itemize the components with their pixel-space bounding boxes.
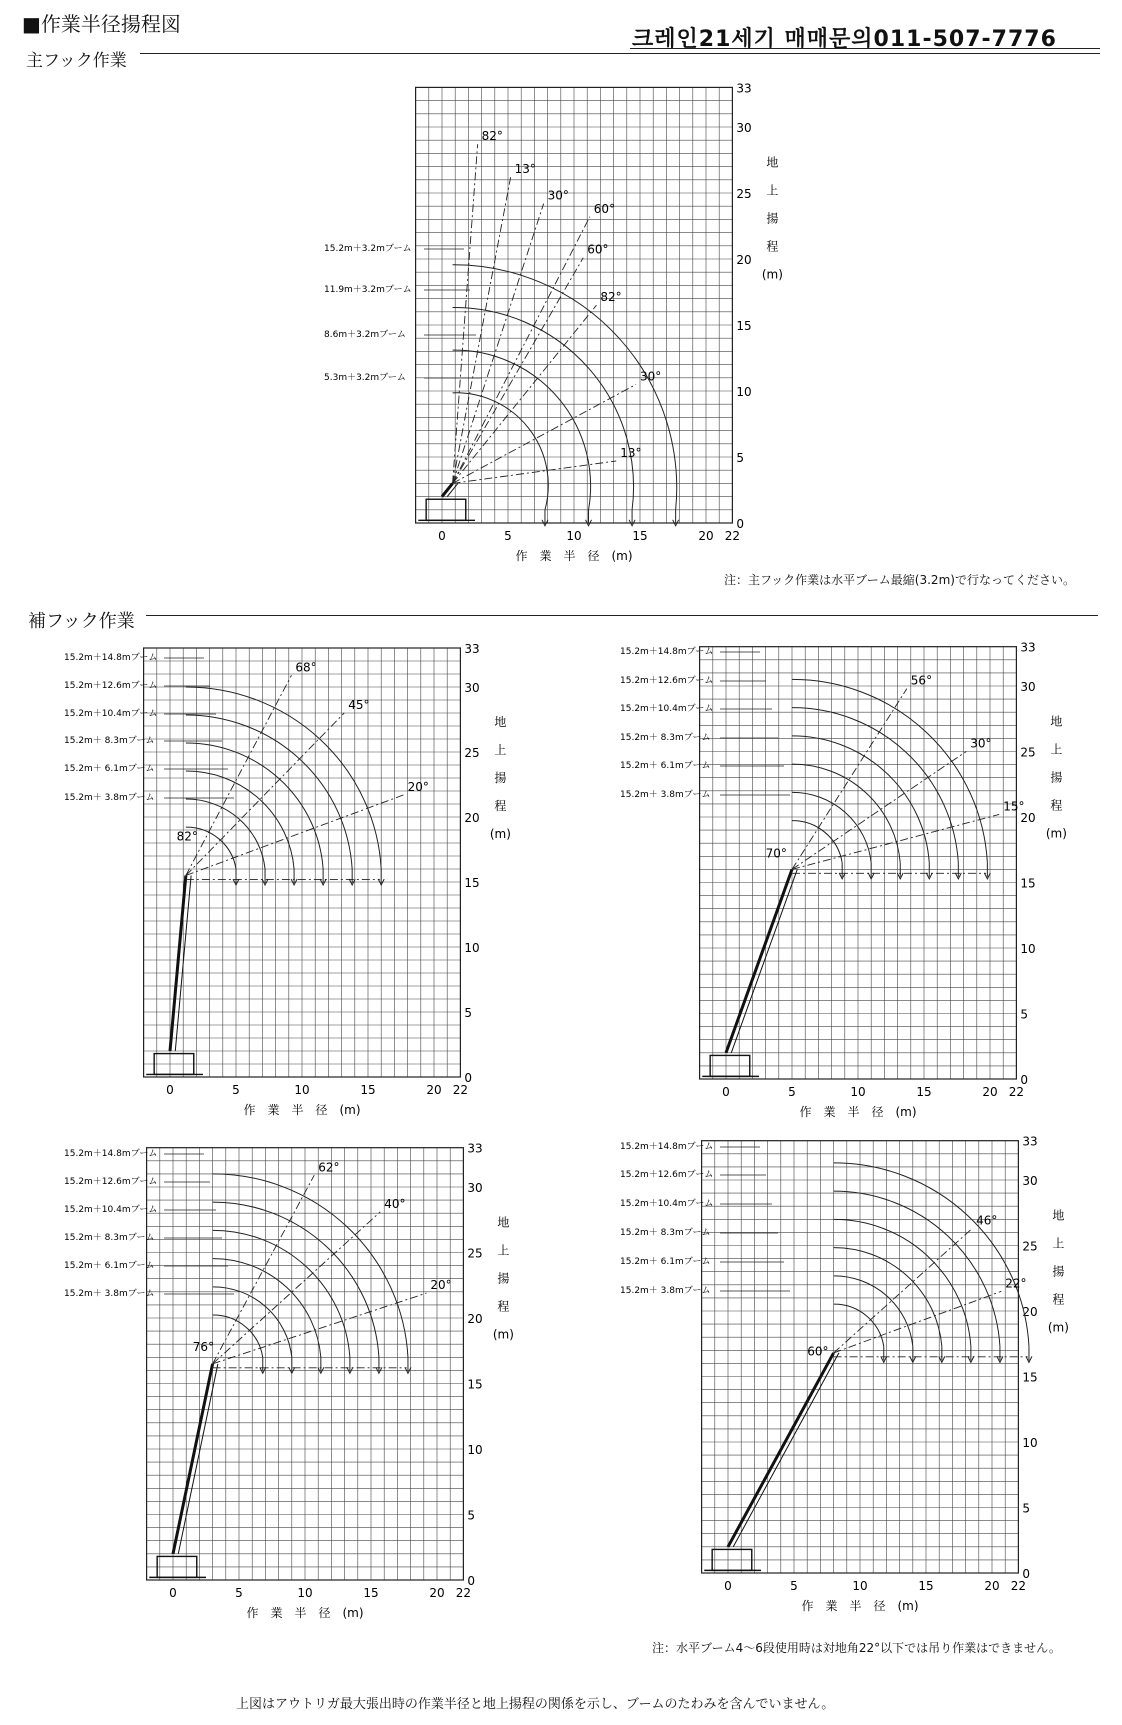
y-tick-label: 33: [1020, 640, 1036, 655]
y-tick-label: 33: [736, 81, 752, 96]
boom-label: 15.2m＋ 8.3mブーム: [64, 1233, 155, 1243]
y-axis-label: (m): [1045, 826, 1067, 841]
y-tick-label: 0: [464, 1071, 473, 1085]
y-tick-label: 5: [736, 451, 745, 465]
x-axis-label: 作 業 半 径 (m): [246, 1606, 364, 1620]
y-tick-label: 25: [464, 746, 480, 760]
boom-label: 15.2m＋12.6mブーム: [64, 681, 158, 691]
y-tick-label: 15: [464, 876, 480, 890]
y-tick-label: 20: [1020, 811, 1036, 825]
y-axis-label: 上: [494, 743, 507, 757]
boom-label: 15.2m＋ 8.3mブーム: [620, 733, 711, 743]
x-tick-label: 20: [429, 1586, 445, 1600]
y-axis-label: (m): [1047, 1320, 1069, 1335]
range-arc: [834, 1304, 884, 1346]
y-tick-label: 5: [467, 1508, 476, 1523]
x-tick-label: 0: [724, 1579, 732, 1593]
angle-label: 20°: [430, 1278, 452, 1293]
x-tick-label: 15: [916, 1085, 932, 1099]
x-tick-label: 20: [984, 1579, 1000, 1593]
y-axis-label: 揚: [1052, 1264, 1065, 1279]
y-axis-label: 上: [497, 1243, 510, 1258]
y-tick-label: 25: [1020, 745, 1036, 760]
y-tick-label: 5: [1020, 1007, 1029, 1022]
angle-label: 20°: [407, 780, 429, 794]
y-axis-label: 程: [494, 799, 507, 813]
x-tick-label: 10: [852, 1579, 868, 1593]
boom-label: 15.2m＋10.4mブーム: [620, 1199, 714, 1209]
x-tick-label: 5: [504, 529, 512, 543]
y-tick-label: 0: [1022, 1567, 1031, 1581]
y-tick-label: 33: [1022, 1134, 1038, 1149]
angle-label: 13°: [620, 446, 642, 460]
y-axis-label: (m): [492, 1327, 514, 1342]
boom-label: 15.2m＋ 3.8mブーム: [620, 1286, 711, 1296]
y-tick-label: 15: [1020, 876, 1036, 891]
y-tick-label: 30: [736, 121, 752, 135]
angle-label: 82°: [176, 829, 198, 844]
boom-label: 15.2m＋12.6mブーム: [620, 676, 714, 686]
telescopic-boom-edge: [733, 1353, 839, 1547]
x-tick-label: 22: [724, 529, 741, 543]
angle-label: 82°: [600, 290, 622, 305]
y-axis-label: 程: [1052, 1292, 1065, 1307]
y-axis-label: (m): [489, 827, 511, 841]
x-tick-label: 5: [232, 1083, 240, 1097]
section-aux-hook: 補フック作業: [28, 611, 135, 632]
x-tick-label: 15: [918, 1579, 934, 1593]
boom-label: 15.2m＋ 8.3mブーム: [64, 736, 155, 746]
angle-label: 68°: [295, 660, 317, 675]
angle-label: 45°: [348, 698, 370, 713]
page-title: ■作業半径揚程図: [22, 12, 181, 36]
x-tick-label: 22: [452, 1083, 469, 1097]
boom-label: 15.2m＋ 3.8mブーム: [64, 1289, 155, 1299]
angle-ray: [834, 1228, 973, 1352]
x-tick-label: 15: [363, 1586, 379, 1600]
x-tick-label: 22: [455, 1586, 472, 1600]
y-tick-label: 30: [1022, 1174, 1038, 1188]
x-tick-label: 22: [1010, 1579, 1027, 1593]
boom-label: 15.2m＋14.8mブーム: [620, 647, 714, 657]
y-tick-label: 10: [467, 1443, 483, 1457]
angle-ray: [834, 1291, 1002, 1353]
boom-label: 11.9m＋3.2mブーム: [324, 285, 412, 295]
boom-label: 15.2m＋14.8mブーム: [620, 1142, 714, 1152]
x-tick-label: 10: [294, 1083, 310, 1097]
angle-label: 60°: [587, 242, 609, 257]
y-axis-label: 揚: [766, 211, 779, 226]
x-tick-label: 0: [722, 1085, 730, 1099]
boom-label: 15.2m＋3.2mブーム: [324, 244, 412, 254]
y-tick-label: 20: [1022, 1305, 1038, 1319]
y-axis-label: 程: [766, 239, 779, 254]
angle-label: 22°: [1005, 1276, 1027, 1291]
y-tick-label: 15: [736, 319, 752, 333]
y-axis-label: 地: [1050, 714, 1063, 729]
boom-label: 8.6m＋3.2mブーム: [324, 330, 406, 340]
x-tick-label: 20: [698, 529, 714, 543]
angle-label: 15°: [1003, 799, 1025, 814]
y-axis-label: 程: [497, 1299, 510, 1314]
y-tick-label: 33: [464, 642, 480, 656]
angle-label: 60°: [593, 201, 616, 216]
angle-label: 56°: [910, 673, 933, 688]
x-axis-label: 作 業 半 径 (m): [243, 1103, 361, 1117]
angle-label: 62°: [318, 1160, 340, 1175]
x-axis-label: 作 業 半 径 (m): [799, 1105, 917, 1119]
y-axis-label: (m): [761, 267, 783, 282]
x-tick-label: 0: [166, 1083, 174, 1097]
y-tick-label: 5: [1022, 1501, 1031, 1516]
x-tick-label: 22: [1008, 1085, 1025, 1099]
y-tick-label: 20: [736, 253, 752, 267]
boom-label: 15.2m＋10.4mブーム: [64, 709, 158, 719]
y-tick-label: 0: [1020, 1073, 1029, 1087]
angle-label: 30°: [970, 736, 992, 751]
y-axis-label: 上: [1052, 1236, 1065, 1251]
range-arc: [834, 1191, 1000, 1346]
y-axis-label: 揚: [497, 1271, 510, 1286]
y-tick-label: 25: [1022, 1239, 1038, 1254]
boom-label: 15.2m＋12.6mブーム: [620, 1170, 714, 1180]
y-tick-label: 10: [464, 941, 480, 955]
y-tick-label: 30: [1020, 680, 1036, 694]
boom-label: 15.2m＋ 8.3mブーム: [620, 1228, 711, 1238]
x-tick-label: 5: [235, 1586, 243, 1600]
angle-label: 46°: [976, 1213, 998, 1228]
y-axis-label: 地: [766, 155, 779, 170]
y-tick-label: 30: [467, 1181, 483, 1195]
y-axis-label: 地: [494, 715, 507, 729]
y-tick-label: 30: [464, 681, 480, 695]
boom-label: 15.2m＋ 6.1mブーム: [620, 761, 711, 771]
x-tick-label: 15: [360, 1083, 376, 1097]
y-tick-label: 0: [736, 517, 745, 531]
y-axis-label: 揚: [1050, 770, 1063, 785]
boom-label: 15.2m＋ 6.1mブーム: [64, 764, 155, 774]
y-tick-label: 33: [467, 1141, 483, 1156]
x-tick-label: 5: [790, 1579, 798, 1593]
crane-illustration: [704, 1353, 839, 1570]
y-tick-label: 10: [1020, 942, 1036, 956]
boom-label: 15.2m＋ 6.1mブーム: [620, 1257, 711, 1267]
angle-label: 82°: [481, 129, 503, 144]
x-tick-label: 10: [297, 1586, 313, 1600]
y-axis-label: 揚: [494, 771, 507, 785]
boom-label: 15.2m＋12.6mブーム: [64, 1177, 158, 1187]
angle-label: 76°: [192, 1339, 215, 1354]
x-tick-label: 0: [438, 529, 446, 543]
x-tick-label: 20: [982, 1085, 998, 1099]
y-tick-label: 5: [464, 1006, 473, 1020]
range-arc: [834, 1163, 1029, 1346]
boom-label: 15.2m＋14.8mブーム: [64, 653, 158, 663]
y-tick-label: 10: [1022, 1436, 1038, 1450]
y-tick-label: 0: [467, 1574, 476, 1588]
angle-label: 70°: [765, 846, 787, 861]
angle-label: 60°: [807, 1344, 829, 1359]
x-tick-label: 5: [788, 1085, 796, 1099]
y-axis-label: 地: [1052, 1208, 1065, 1223]
aux-hook-note: 注：水平ブーム4～6段使用時は対地角22°以下では吊り作業はできません。: [652, 1641, 1061, 1655]
boom-label: 15.2m＋ 6.1mブーム: [64, 1261, 155, 1271]
boom-label: 15.2m＋10.4mブーム: [620, 704, 714, 714]
angle-label: 13°: [514, 162, 536, 177]
y-tick-label: 15: [1022, 1370, 1038, 1385]
x-tick-label: 15: [632, 529, 648, 543]
y-axis-label: 上: [1050, 742, 1063, 757]
boom-label: 15.2m＋14.8mブーム: [64, 1149, 158, 1159]
boom-label: 5.3m＋3.2mブーム: [324, 373, 406, 383]
boom-label: 15.2m＋ 3.8mブーム: [620, 790, 711, 800]
x-tick-label: 20: [426, 1083, 442, 1097]
x-axis-label: 作 業 半 径 (m): [515, 549, 633, 563]
angle-label: 30°: [640, 369, 662, 384]
x-tick-label: 10: [850, 1085, 866, 1099]
x-axis-label: 作 業 半 径 (m): [801, 1599, 919, 1613]
contact-banner: 크레인21세기 매매문의011-507-7776: [632, 27, 1057, 52]
x-tick-label: 0: [169, 1586, 177, 1600]
main-hook-note: 注：主フック作業は水平ブーム最縮(3.2m)で行なってください。: [724, 573, 1075, 587]
y-tick-label: 25: [467, 1246, 483, 1261]
footer-note: 上図はアウトリガ最大張出時の作業半径と地上揚程の関係を示し、ブームのたわみを含んでいません。: [236, 1697, 835, 1712]
boom-label: 15.2m＋10.4mブーム: [64, 1205, 158, 1215]
y-axis-label: 上: [766, 183, 779, 198]
y-axis-label: 地: [497, 1215, 510, 1230]
angle-label: 40°: [384, 1196, 406, 1211]
y-tick-label: 20: [467, 1312, 483, 1326]
boom-label: 15.2m＋ 3.8mブーム: [64, 793, 155, 803]
y-tick-label: 25: [736, 187, 752, 201]
section-main-hook: 主フック作業: [26, 51, 127, 71]
y-tick-label: 15: [467, 1377, 483, 1392]
y-tick-label: 20: [464, 811, 480, 825]
x-tick-label: 10: [566, 529, 582, 543]
y-tick-label: 10: [736, 385, 752, 399]
angle-label: 30°: [547, 188, 569, 203]
y-axis-label: 程: [1050, 798, 1063, 813]
